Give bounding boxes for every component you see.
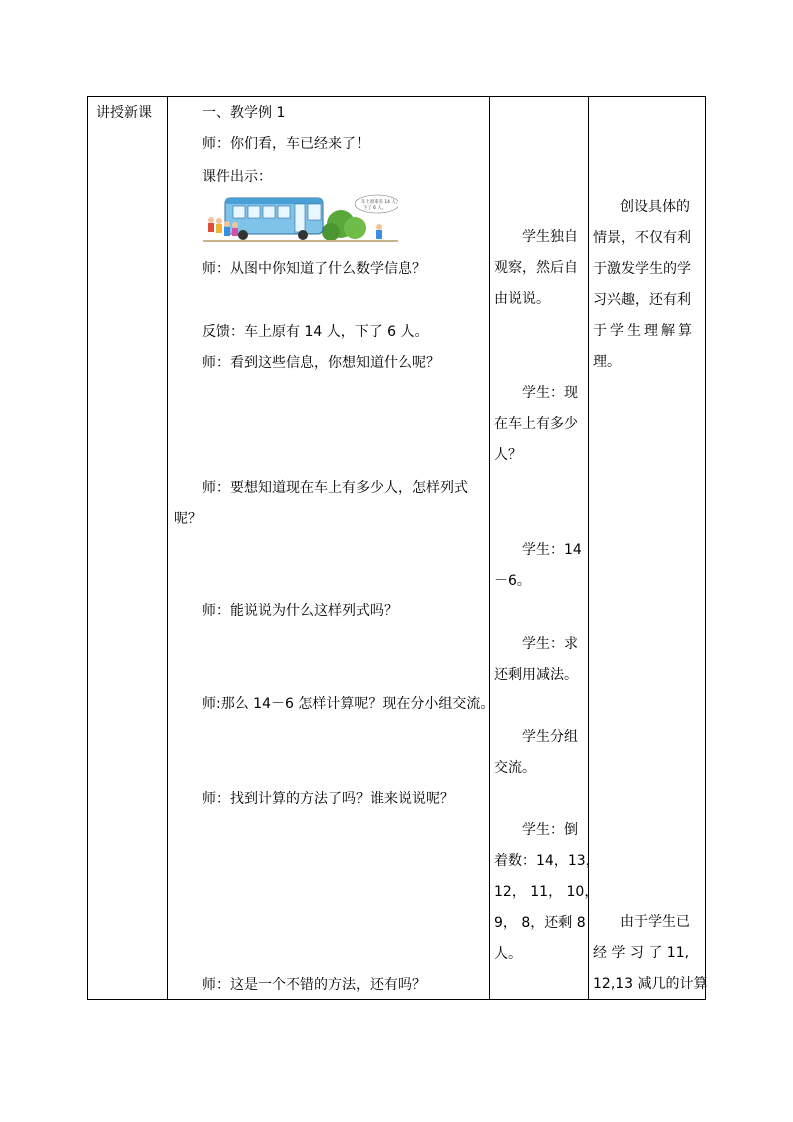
teacher-line-4: 师：从图中你知道了什么数学信息？ (202, 261, 426, 277)
student-line-17: 人。 (494, 946, 522, 962)
student-line-15: 12， 11， 10， (494, 884, 599, 900)
student-line-11: 学生分组 (522, 729, 578, 745)
student-line-5: 在车上有多少 (494, 416, 578, 432)
purpose-line-3: 于激发学生的学 (593, 261, 691, 277)
teacher-line-6: 师：看到这些信息，你想知道什么呢？ (202, 355, 440, 371)
teacher-line-8: 呢？ (174, 511, 202, 527)
purpose-line-2: 情景，不仅有利 (593, 230, 691, 246)
column-divider-2 (489, 97, 490, 999)
lesson-plan-table (87, 96, 706, 1000)
student-line-3: 由说说。 (494, 291, 550, 307)
student-line-4: 学生：现 (522, 385, 578, 401)
purpose-line-5: 于学生理解算 (593, 323, 695, 339)
purpose-line-4: 习兴趣，还有利 (593, 292, 691, 308)
teacher-line-3: 课件出示： (202, 169, 272, 185)
teacher-line-2: 师：你们看，车已经来了！ (202, 136, 370, 152)
student-line-12: 交流。 (494, 760, 536, 776)
teacher-line-1: 一、教学例 1 (202, 105, 286, 121)
purpose-line-7: 由于学生已 (620, 914, 690, 930)
teacher-line-9: 师：能说说为什么这样列式吗？ (202, 603, 398, 619)
purpose-line-1: 创设具体的 (620, 199, 690, 215)
teacher-line-11: 师：找到计算的方法了吗？谁来说说呢？ (202, 791, 454, 807)
teacher-line-10: 师:那么 14－6 怎样计算呢？现在分小组交流。 (202, 696, 495, 712)
student-line-8: －6。 (494, 573, 531, 589)
student-line-6: 人？ (494, 447, 522, 463)
bus-illustration (203, 194, 398, 244)
purpose-line-8: 经 学 习 了 11, (593, 945, 690, 961)
column-divider-1 (167, 97, 168, 999)
purpose-line-9: 12,13 减几的计算 (593, 976, 708, 992)
student-line-9: 学生：求 (522, 636, 578, 652)
student-line-16: 9， 8，还剩 8 (494, 915, 586, 931)
student-line-1: 学生独自 (522, 229, 578, 245)
section-label: 讲授新课 (96, 105, 152, 121)
student-line-10: 还剩用减法。 (494, 667, 578, 683)
teacher-line-12: 师：这是一个不错的方法，还有吗？ (202, 977, 426, 993)
teacher-line-5: 反馈：车上原有 14 人，下了 6 人。 (202, 324, 429, 340)
bubble-text-2: 下了 6 人。 (363, 206, 387, 211)
student-line-14: 着数：14，13， (494, 853, 600, 869)
student-line-7: 学生：14 (522, 542, 582, 558)
purpose-line-6: 理。 (593, 354, 621, 370)
teacher-line-7: 师：要想知道现在车上有多少人，怎样列式 (202, 480, 468, 496)
student-line-13: 学生：倒 (522, 822, 578, 838)
student-line-2: 观察，然后自 (494, 260, 578, 276)
bubble-text-1: 车上原来有 14 人， (361, 200, 398, 205)
